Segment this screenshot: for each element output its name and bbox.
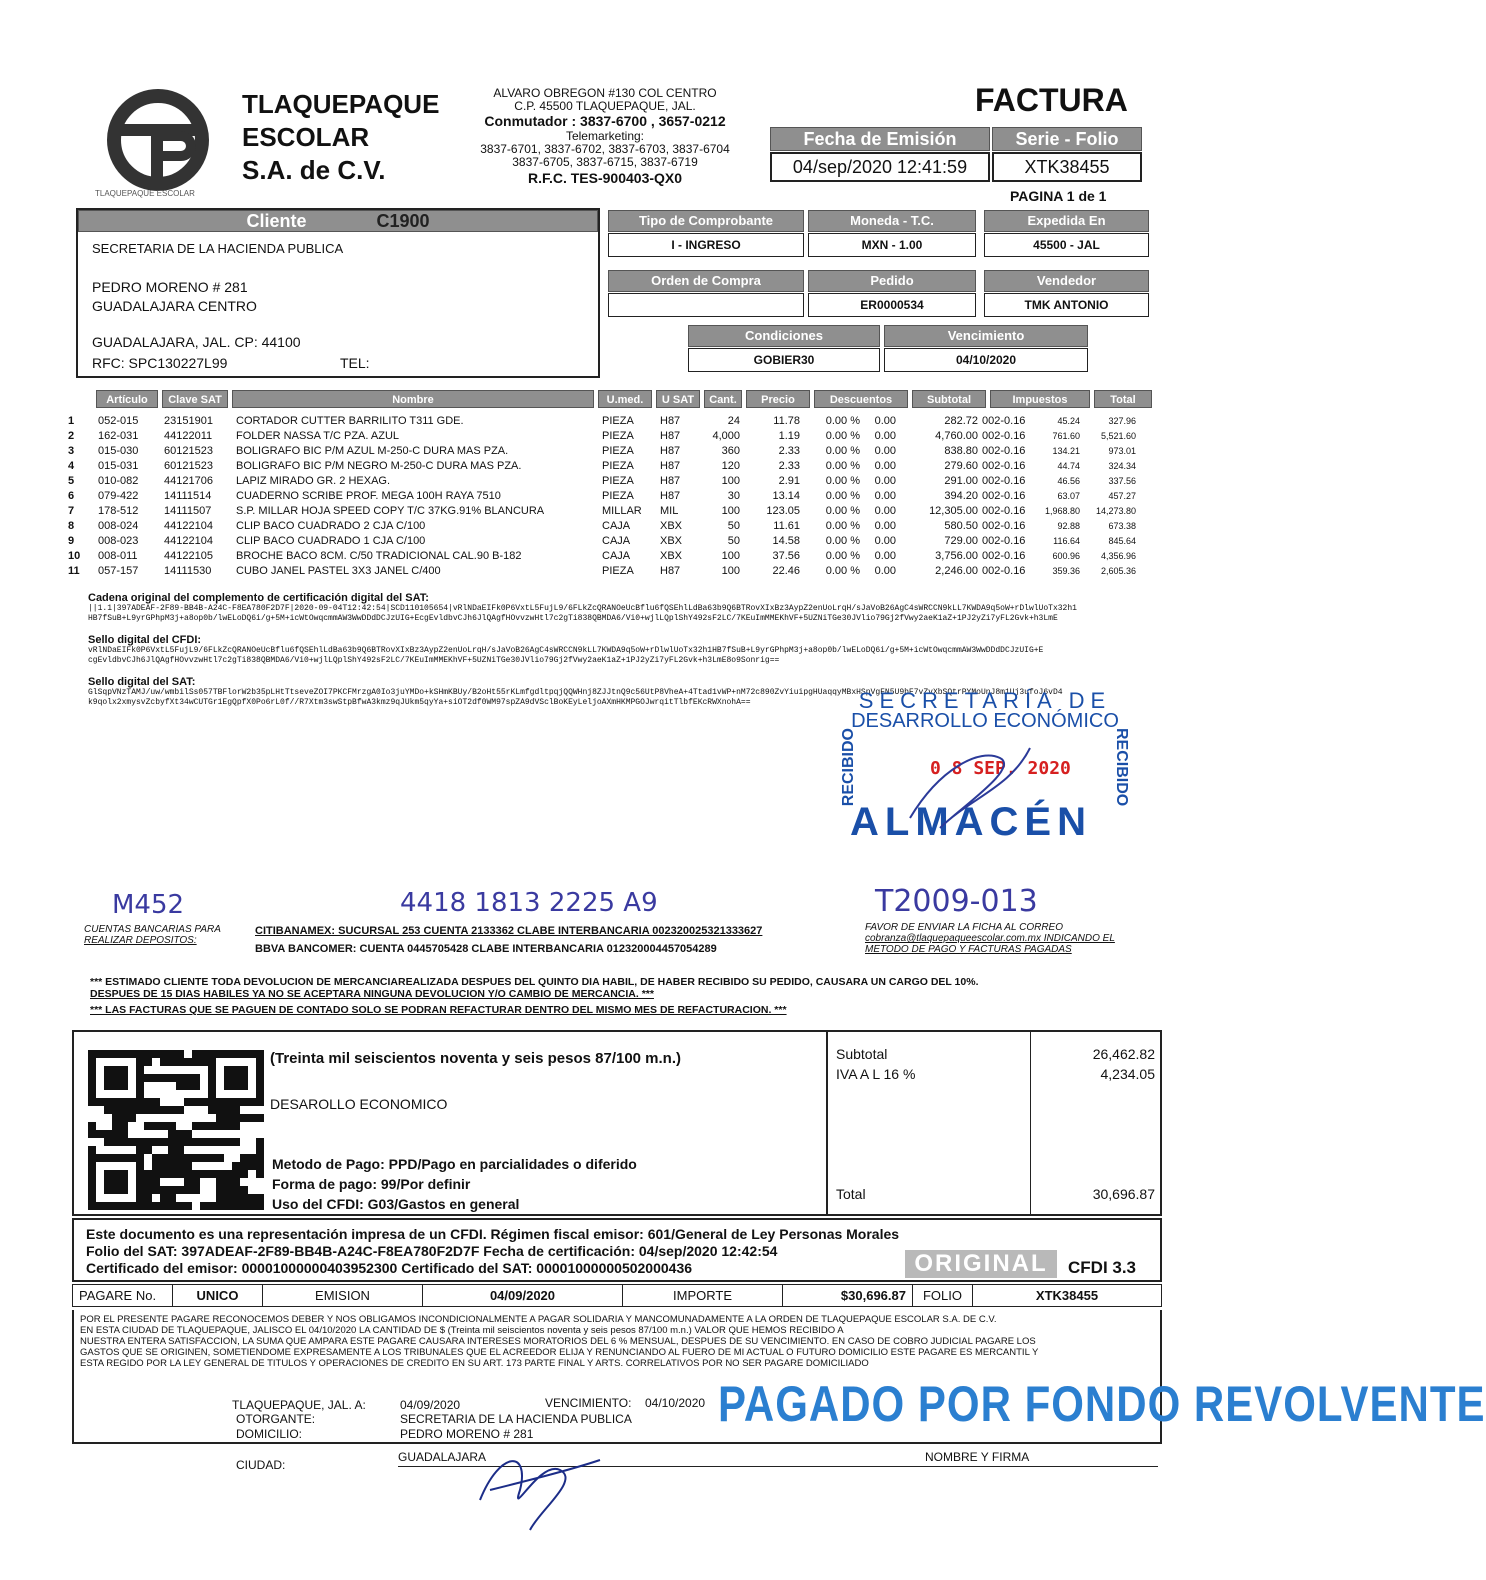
orden-label: Orden de Compra [608,270,804,292]
table-cell: 5,521.60 [1100,430,1136,441]
condiciones-value: GOBIER30 [688,348,880,372]
table-cell: 178-512 [98,504,139,517]
table-cell: MILLAR [602,504,642,517]
table-cell: 002-0.16 [982,459,1026,472]
table-cell: 729.00 [944,534,978,547]
table-cell: 2.33 [778,444,800,457]
pagare-domicilio-label: DOMICILIO: [236,1427,303,1441]
table-cell: 2.33 [778,459,800,472]
table-cell: 0.00 [874,429,896,442]
table-cell: 8 [68,519,75,532]
table-cell: 37.56 [772,549,800,562]
bank-label: CUENTAS BANCARIAS PARA REALIZAR DEPOSITOS: [84,924,221,946]
serie-folio: XTK38455 [992,152,1142,182]
totals-divider2 [1030,1030,1031,1216]
table-cell: 973.01 [1108,445,1136,456]
table-cell: 057-157 [98,564,139,577]
table-cell: 052-015 [98,414,139,427]
th-umed: U.med. [598,390,652,408]
vencimiento-value: 04/10/2020 [884,348,1088,372]
table-cell: 0.00 [874,474,896,487]
table-cell: CAJA [602,519,631,532]
table-cell: 0.00 [874,444,896,457]
pagare-text: POR EL PRESENTE PAGARE RECONOCEMOS DEBER Y NOS OBLIGAMOS INCONDICIONALMENTE A PAGAR SOLIDARIA Y MANCOMUNADAMENTE A LA ORDEN DE TLAQUEPAQUE ESCOLAR S.A. DE C.V. EN ESTA CIUDAD DE TLAQUEPAQUE, JALISCO EL 04/10/2020 LA CANTIDAD DE $ (Treinta mil seiscientos noventa y seis pesos 87/100 m.n.) VALOR QUE HEMOS RECIBIDO A NUESTRA ENTERA SATISFACCION, LA SUMA QUE AMPARA ESTE PAGARE CAUSARA INTERESES MORATORIOS DEL 6 % MENSUAL, DESPUES DE SU VENCIMIENTO. EN CASO DE COBRO JUDICIAL PAGARE LOS GASTOS QUE SE ORIGINEN, SOMETIENDOME EXPRESAMENTE A LOS TRIBUNALES QUE EL ACREEDOR ELIJA Y RENUNCIANDO AL FUERO DE MI ACTUAL O FUTURO DOMICILIO ESTE PAGARE ES MERCANTIL Y ESTA REGIDO POR LA LEY GENERAL DE TITULOS Y OPERACIONES DE CREDITO EN SU ART. 173 PARTE FINAL Y ARTS. CORRELATIVOS POR NO SER PAGARE DOMICILIADO [80,1314,1039,1369]
table-cell: 010-082 [98,474,139,487]
metodo-pago: Metodo de Pago: PPD/Pago en parcialidades o diferido [272,1156,637,1172]
tipo-label: Tipo de Comprobante [608,210,804,232]
table-cell: 100 [721,474,740,487]
pagare-venc-label: VENCIMIENTO: [545,1396,632,1410]
table-cell: 291.00 [944,474,978,487]
table-row [66,533,1138,548]
table-cell: 0.00 % [825,489,860,502]
table-cell: 24 [727,414,740,427]
cadena-line2: HB7fSuB+L9yrGPhpM3j+a8op0b/lwELoDQ6i/g+5M+icWtOwqcmmAW3WwDDdDCJzUIG+EcgEvldbvCJh6JlQAgfHOvvzwHtl7c2gTi838QBMDA6/Vi0+wjlLQplShY492sF2LC/7KEuImMMEKhVF+5UZNiTGe30JVlio79Gj2fVwy2aeK1aZ+1PJ2yZi7yFL2Gvk+h3LmE [88,614,1058,623]
pagare-header: PAGARE No. UNICO EMISION 04/09/2020 IMPORTE $30,696.87 FOLIO XTK38455 [72,1284,1162,1307]
table-cell: 457.27 [1108,490,1136,501]
table-cell: 0.00 % [825,429,860,442]
expedida-label: Expedida En [984,210,1149,232]
table-cell: 0.00 [874,564,896,577]
table-row [66,473,1138,488]
table-row [66,548,1138,563]
table-cell: 002-0.16 [982,549,1026,562]
table-cell: 673.38 [1108,520,1136,531]
table-cell: H87 [660,564,681,577]
table-cell: 359.36 [1052,565,1080,576]
table-cell: PIEZA [602,564,634,577]
table-cell: 0.00 % [825,534,860,547]
firma-label: NOMBRE Y FIRMA [925,1450,1030,1464]
table-cell: H87 [660,474,681,487]
table-cell: 0.00 % [825,549,860,562]
original-badge: ORIGINAL [905,1250,1057,1278]
table-cell: 079-422 [98,489,139,502]
table-cell: XBX [660,549,683,562]
th-usat: U SAT [656,390,700,408]
uso-cfdi: Uso del CFDI: G03/Gastos en general [272,1196,520,1212]
table-cell: BROCHE BACO 8CM. C/50 TRADICIONAL CAL.90 B-182 [236,549,522,562]
fecha-label: Fecha de Emisión [770,127,990,151]
table-cell: 838.80 [944,444,978,457]
table-cell: 002-0.16 [982,414,1026,427]
table-cell: 11 [68,564,80,577]
table-cell: 0.00 % [825,474,860,487]
table-cell: 3,756.00 [935,549,978,562]
table-cell: PIEZA [602,429,634,442]
bank-accounts: CITIBANAMEX: SUCURSAL 253 CUENTA 2133362 CLABE INTERBANCARIA 002320025321333627 BBVA BANCOMER: CUENTA 0445705428 CLABE INTERBANCARIA 012320004457054289 [255,925,763,955]
table-cell: BOLIGRAFO BIC P/M NEGRO M-250-C DURA MAS PZA. [236,459,522,472]
table-cell: H87 [660,489,681,502]
table-cell: 0.00 [874,504,896,517]
pagare-domicilio: PEDRO MORENO # 281 [400,1427,534,1441]
th-impuestos: Impuestos [990,390,1090,408]
signature [470,1440,610,1540]
sello-cfdi-line2: cgEvldbvCJh6JlQAgfHOvvzwHtl7c2gTi838QBMDA6/Vi0+wjlLQplShY492sF2LC/7KEuImMMEKhVF+5UZNiTGe30JVlio79Gj2fVwy2aeK1aZ+1PJ2yZi7yFL2Gvk+h3LmE8o9Sonrig== [88,656,780,665]
table-cell: 0.00 % [825,504,860,517]
table-cell: 44.74 [1057,460,1080,471]
table-cell: 60121523 [164,444,213,457]
pagare-lugar-fecha: 04/09/2020 [400,1398,461,1412]
client-rfc: RFC: SPC130227L99 [92,355,228,371]
iva-label: IVA A L 16 % [836,1066,916,1082]
table-cell: 100 [721,564,740,577]
table-cell: 1,968.80 [1044,505,1080,516]
table-cell: 30 [727,489,740,502]
table-cell: 580.50 [944,519,978,532]
notices: *** ESTIMADO CLIENTE TODA DEVOLUCION DE MERCANCIAREALIZADA DESPUES DEL QUINTO DIA HABIL, DE HABER RECIBIDO SU PEDIDO, CAUSARA UN CARGO DEL 10%. DESPUES DE 15 DIAS HABILES YA NO SE ACEPTARA NINGUNA DEVOLUCION Y/O CAMBIO DE MERCANCIA. *** *** LAS FACTURAS QUE SE PAGUEN DE CONTADO SOLO SE PODRAN REFACTURAR DENTRO DEL MISMO MES DE REFACTURACION. *** [90,976,979,1016]
table-cell: H87 [660,444,681,457]
table-cell: 002-0.16 [982,564,1026,577]
company-contact: ALVARO OBREGON #130 COL CENTRO C.P. 45500 TLAQUEPAQUE, JAL. Conmutador : 3837-6700 , 3657-0212 Telemarketing: 3837-6701, 3837-6702, 3837-6703, 3837-6704 3837-6705, 3837-6715, 3837-6719 R.F.C. TES-900403-QX0 [480,86,730,186]
received-stamp: SECRETARÍA DE DESARROLLO ECONÓMICO RECIBIDO RECIBIDO 0 8 SEP. 2020 ALMACÉN [840,688,1130,844]
table-cell: 14,273.80 [1095,505,1136,516]
table-cell: 50 [727,519,740,532]
table-cell: H87 [660,429,681,442]
table-cell: CLIP BACO CUADRADO 1 CJA C/100 [236,534,426,547]
table-row [66,413,1138,428]
table-cell: 0.00 % [825,564,860,577]
table-cell: 4,760.00 [935,429,978,442]
table-cell: 015-031 [98,459,139,472]
table-cell: 0.00 [874,414,896,427]
stamp-almacen: ALMACÉN [850,800,1092,844]
table-cell: 50 [727,534,740,547]
table-cell: 360 [721,444,740,457]
table-cell: 4,356.96 [1100,550,1136,561]
table-cell: 11.78 [773,414,800,427]
table-cell: 002-0.16 [982,489,1026,502]
client-addr2: GUADALAJARA CENTRO [92,298,257,314]
table-cell: PIEZA [602,444,634,457]
forma-pago: Forma de pago: 99/Por definir [272,1176,471,1192]
th-subtotal: Subtotal [912,390,986,408]
table-cell: PIEZA [602,474,634,487]
table-cell: PIEZA [602,459,634,472]
table-cell: 9 [68,534,75,547]
table-cell: 0.00 [874,459,896,472]
table-cell: 327.96 [1108,415,1136,426]
vendedor-value: TMK ANTONIO [984,293,1149,317]
cfdi-text: Este documento es una representación impresa de un CFDI. Régimen fiscal emisor: 601/General de Ley Personas Morales Folio del SAT: 397ADEAF-2F89-BB4B-A24C-F8EA780F2D7F Fecha de certificación: 04/sep/2020 12:42:54 Certificado del emisor: 00001000000403952300 Certificado del SAT: 00001000000502000436 [86,1226,900,1276]
table-cell: 002-0.16 [982,429,1026,442]
th-total: Total [1094,390,1152,408]
table-cell: CAJA [602,549,631,562]
table-cell: 123.05 [766,504,800,517]
company-name: TLAQUEPAQUE ESCOLAR S.A. de C.V. [242,89,440,185]
bank-instructions: FAVOR DE ENVIAR LA FICHA AL CORREO cobranza@tlaquepaqueescolar.com.mx INDICANDO EL METODO DE PAGO Y FACTURAS PAGADAS [865,922,1115,955]
vencimiento-label: Vencimiento [884,325,1088,347]
th-desc: Descuentos [814,390,908,408]
table-cell: 23151901 [164,414,213,427]
table-cell: FOLDER NASSA T/C PZA. AZUL [236,429,400,442]
handwritten-3: T2009-013 [875,884,1038,919]
fecha-emision: 04/sep/2020 12:41:59 [770,152,990,182]
cadena-label: Cadena original del complemento de certificación digital del SAT: [88,592,429,604]
table-cell: 282.72 [944,414,978,427]
table-cell: 015-030 [98,444,139,457]
table-cell: 0.00 % [825,444,860,457]
sello-cfdi-line1: vRlNDaEIFk0P6VxtL5FujL9/6FLkZcQRANOeUcBflu6fQSEhlLdBa63b9Q6BTRovXIxBz3AypZ2enUoLrqH/sJaVoB26AgC4sWRCCN9kLL7KWDA9q5oW+rDlwlUoTx32h1HB7fSuB+L9yrGPhpM3j+a8op0b/lwELoDQ6i/g+5M+icWtOwqcmmAW3WwDDdDCJzUIG+E [88,646,1044,655]
table-cell: 44122105 [164,549,213,562]
table-cell: 008-024 [98,519,139,532]
th-nombre: Nombre [232,390,594,408]
table-row [66,503,1138,518]
client-tel: TEL: [340,355,370,371]
table-cell: 44121706 [164,474,213,487]
recibido-left: RECIBIDO [840,728,857,807]
handwritten-1: M452 [112,890,185,920]
table-row [66,458,1138,473]
table-cell: 100 [721,549,740,562]
table-cell: 134.21 [1052,445,1080,456]
table-cell: 0.00 % [825,519,860,532]
serie-label: Serie - Folio [992,127,1142,151]
table-cell: 116.64 [1053,535,1080,546]
expedida-value: 45500 - JAL [984,233,1149,257]
table-cell: 14111507 [164,504,212,517]
table-cell: CAJA [602,534,631,547]
condiciones-label: Condiciones [688,325,880,347]
table-cell: 13.14 [772,489,800,502]
table-cell: 6 [68,489,75,502]
tipo-value: I - INGRESO [608,233,804,257]
table-cell: CUBO JANEL PASTEL 3X3 JANEL C/400 [236,564,441,577]
table-row [66,563,1138,578]
client-header: Cliente C1900 [78,210,598,232]
total-value: 30,696.87 [1092,1186,1155,1202]
table-cell: LAPIZ MIRADO GR. 2 HEXAG. [236,474,391,487]
table-cell: 002-0.16 [982,444,1026,457]
recibido-right: RECIBIDO [1113,728,1130,807]
table-cell: 2,246.00 [935,564,978,577]
qr-code [88,1048,264,1212]
orden-value [608,293,804,317]
table-cell: 120 [721,459,740,472]
th-articulo: Artículo [96,390,158,408]
pagare-otorgante: SECRETARIA DE LA HACIENDA PUBLICA [400,1412,632,1426]
total-label: Total [836,1186,866,1202]
totals-divider [826,1030,828,1216]
sello-cfdi-label: Sello digital del CFDI: [88,634,202,646]
sello-sat-line1: GlSqpVNzTAMJ/uw/wmbilSs057TBFlorW2b35pLHtTtseveZOI7PKCFMrzgA0Io3juYMDo+kSHmKBUy/B2oHt55rKLmfgdltpqjQQWHnj8ZJJtnQ9c56UtP8VheA+4Ttad1vWP+nM72c890ZvYiuipgHUaqqyMBxHSpVgFN5U9bF7vZvXbSQtrPYMoUnJ8m1Uj3ufoJ6vD4 [88,688,1063,697]
table-cell: H87 [660,459,681,472]
table-cell: 14.58 [772,534,800,547]
handwritten-2: 4418 1813 2225 A9 [400,888,658,918]
table-cell: 324.34 [1108,460,1136,471]
iva-value: 4,234.05 [1100,1066,1155,1082]
table-cell: 008-023 [98,534,139,547]
table-cell: 3 [68,444,75,457]
moneda-value: MXN - 1.00 [808,233,976,257]
th-clave: Clave SAT [162,390,228,408]
table-cell: 14111514 [164,489,212,502]
signature-scribble [900,728,1040,838]
observaciones: DESAROLLO ECONOMICO [270,1096,448,1112]
table-cell: 4 [68,459,75,472]
cadena-line1: ||1.1|397ADEAF-2F89-BB4B-A24C-F8EA780F2D7F|2020-09-04T12:42:54|SCD110105654|vRlNDaEIFk0P6VxtL5FujL9/6FLkZcQRANOeUcBflu6fQSEhlLdBa63b9Q6BTRovXIxBz3AypZ2enUoLrqH/sJaVoB26AgC4sWRCCN9kLL7KWDA9q5oW+rDlwlUoTx32h1 [88,604,1077,613]
vendedor-label: Vendedor [984,270,1149,292]
table-cell: 394.20 [944,489,978,502]
table-cell: 100 [721,504,740,517]
sello-sat-line2: k9qolx2xmysvZcbyfXt34wCUTGr1EgQpfX0Po6rL0f//R7Xtm3swStpBfwA3kmz9qJUkm5qyYa+siOT2df0WM97spZA9dVSclBoKEyLeljoAXmHKMPGOJwrqitTlbfEKcRWXnohA== [88,698,751,707]
pagare-ciudad: GUADALAJARA [398,1450,487,1464]
table-cell: 761.60 [1052,430,1080,441]
table-cell: CUADERNO SCRIBE PROF. MEGA 100H RAYA 7510 [236,489,501,502]
table-cell: 002-0.16 [982,504,1026,517]
client-addr1: PEDRO MORENO # 281 [92,279,248,295]
table-cell: 46.56 [1057,475,1080,486]
table-cell: 337.56 [1108,475,1136,486]
pagado-stamp: PAGADO POR FONDO REVOLVENTE [718,1375,1486,1432]
table-cell: 14111530 [164,564,212,577]
table-cell: 0.00 % [825,414,860,427]
pedido-label: Pedido [808,270,976,292]
table-cell: 12,305.00 [929,504,978,517]
table-cell: BOLIGRAFO BIC P/M AZUL M-250-C DURA MAS PZA. [236,444,509,457]
subtotal-label: Subtotal [836,1046,888,1062]
th-precio: Precio [746,390,810,408]
table-row [66,518,1138,533]
table-cell: 279.60 [944,459,978,472]
table-cell: 10 [68,549,81,562]
table-cell: 600.96 [1052,550,1080,561]
doc-title: FACTURA [975,82,1128,118]
company-logo [95,88,225,198]
table-cell: XBX [660,534,683,547]
client-city: GUADALAJARA, JAL. CP: 44100 [92,334,301,350]
table-cell: 0.00 [874,519,896,532]
table-cell: 60121523 [164,459,213,472]
table-cell: 92.88 [1057,520,1080,531]
table-cell: MIL [660,504,679,517]
table-row [66,428,1138,443]
table-cell: 44122104 [164,534,213,547]
sello-sat-label: Sello digital del SAT: [88,676,196,688]
table-cell: 7 [68,504,75,517]
total-letra: (Treinta mil seiscientos noventa y seis pesos 87/100 m.n.) [270,1050,682,1067]
table-cell: S.P. MILLAR HOJA SPEED COPY T/C 37KG.91% BLANCURA [236,504,545,517]
table-row [66,488,1138,503]
pedido-value: ER0000534 [808,293,976,317]
table-cell: 45.24 [1057,415,1080,426]
table-cell: 2 [68,429,75,442]
pagare-lugar-label: TLAQUEPAQUE, JAL. A: [232,1398,366,1412]
table-cell: 0.00 [874,489,896,502]
table-cell: H87 [660,414,681,427]
pagare-ciudad-label: CIUDAD: [236,1458,286,1472]
table-cell: 2,605.36 [1100,565,1136,576]
table-row [66,443,1138,458]
pagina: PAGINA 1 de 1 [1010,188,1107,204]
pagare-venc: 04/10/2020 [645,1396,706,1410]
table-cell: 4,000 [712,429,740,442]
table-cell: 0.00 [874,534,896,547]
logo-caption: TLAQUEPAQUE ESCOLAR [95,189,195,198]
table-cell: 002-0.16 [982,519,1026,532]
table-cell: 44122104 [164,519,213,532]
table-cell: 002-0.16 [982,534,1026,547]
client-name: SECRETARIA DE LA HACIENDA PUBLICA [92,241,344,256]
table-cell: XBX [660,519,683,532]
table-cell: 11.61 [773,519,800,532]
table-cell: 2.91 [778,474,800,487]
cfdi-version: CFDI 3.3 [1068,1258,1137,1277]
table-cell: 63.07 [1057,490,1080,501]
table-cell: 162-031 [98,429,139,442]
pagare-otorgante-label: OTORGANTE: [236,1412,316,1426]
table-cell: 22.46 [772,564,800,577]
table-cell: CORTADOR CUTTER BARRILITO T311 GDE. [236,414,464,427]
table-cell: CLIP BACO CUADRADO 2 CJA C/100 [236,519,426,532]
table-cell: 008-011 [98,549,138,562]
table-cell: 44122011 [164,429,213,442]
table-cell: 1 [68,414,75,427]
th-cant: Cant. [704,390,742,408]
table-cell: 845.64 [1108,535,1136,546]
table-cell: 002-0.16 [982,474,1026,487]
subtotal-value: 26,462.82 [1092,1046,1155,1062]
table-cell: PIEZA [602,414,634,427]
table-cell: PIEZA [602,489,634,502]
table-cell: 0.00 % [825,459,860,472]
stamp-date: 0 8 SEP. 2020 [930,758,1071,779]
table-cell: 1.19 [778,429,800,442]
moneda-label: Moneda - T.C. [808,210,976,232]
table-cell: 0.00 [874,549,896,562]
table-cell: 5 [68,474,75,487]
items-table [66,413,1138,578]
